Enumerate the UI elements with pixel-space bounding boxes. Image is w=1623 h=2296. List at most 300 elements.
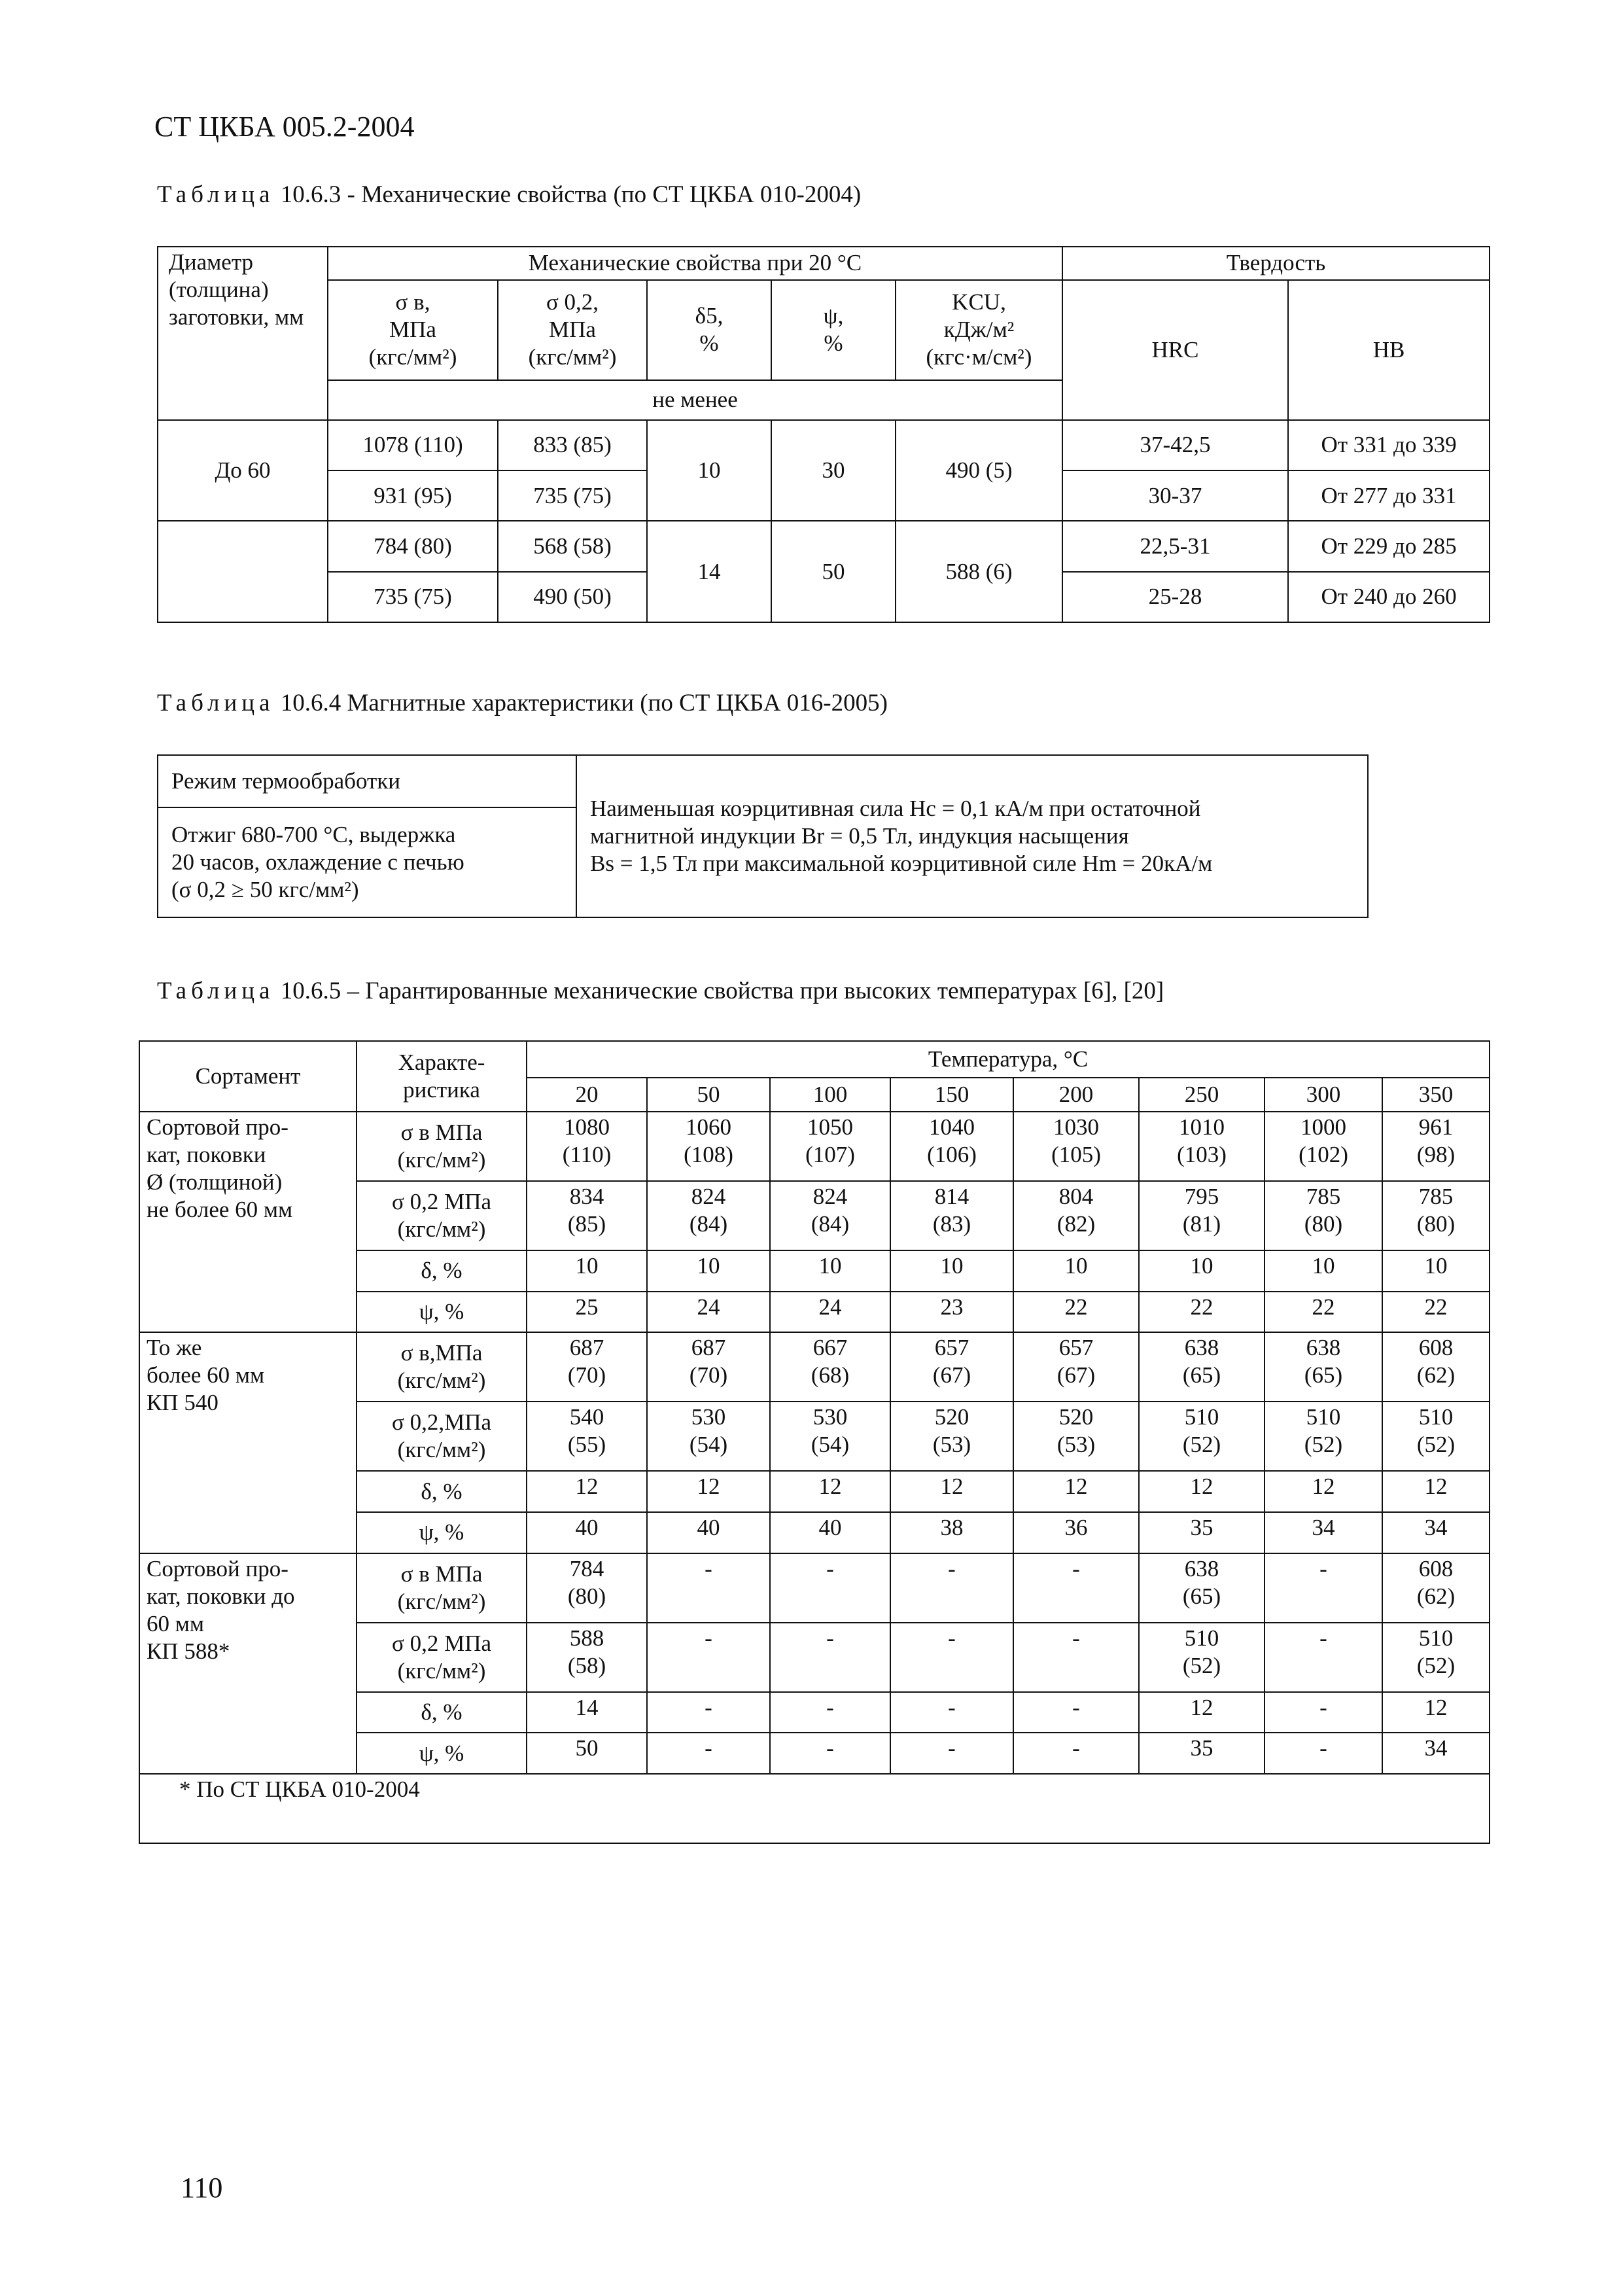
- line: КП 588*: [147, 1638, 230, 1664]
- value-cell: [1013, 1553, 1139, 1623]
- line: 814: [934, 1184, 969, 1210]
- line: 1050: [807, 1114, 853, 1140]
- line: KCU,: [952, 289, 1006, 315]
- value-cell: [647, 1332, 770, 1402]
- value-cell: [647, 1112, 770, 1181]
- temperature-header: 20: [527, 1078, 647, 1112]
- value-cell: [770, 1402, 890, 1471]
- value-cell: [1265, 1332, 1382, 1402]
- line: 10: [575, 1252, 599, 1279]
- characteristic-cell: [357, 1553, 527, 1623]
- magnetic-values: [576, 755, 1368, 917]
- line: 588: [569, 1625, 604, 1651]
- line: ψ,: [823, 303, 844, 329]
- line: (52): [1182, 1652, 1221, 1678]
- caption-text: 10.6.3 - Механические свойства (по СТ ЦКБА 010-2004): [274, 181, 862, 208]
- line: кат, поковки: [147, 1142, 266, 1168]
- line: (67): [1056, 1362, 1096, 1388]
- line: 22: [1312, 1294, 1335, 1320]
- table-row: [139, 1332, 1490, 1402]
- line: (52): [1304, 1432, 1343, 1458]
- line: (σ 0,2 ≥ 50 кгс/мм²): [171, 877, 359, 902]
- value-cell: [1139, 1553, 1265, 1623]
- line: 34: [1424, 1514, 1448, 1540]
- line: 687: [691, 1335, 726, 1361]
- temperature-header: 350: [1382, 1078, 1490, 1112]
- temperature-header: 150: [890, 1078, 1013, 1112]
- delta5-cell: 14: [647, 521, 771, 622]
- characteristic-cell: [357, 1733, 527, 1774]
- line: магнитной индукции Br = 0,5 Тл, индукция насыщения: [590, 823, 1129, 849]
- characteristic-cell: [357, 1692, 527, 1733]
- line: (52): [1182, 1432, 1221, 1458]
- line: %: [824, 330, 843, 357]
- line: 10: [697, 1252, 720, 1279]
- line: (кгс/мм²): [528, 344, 617, 370]
- line: -: [826, 1735, 834, 1761]
- sigma-v-cell: 735 (75): [328, 572, 498, 622]
- line: -: [826, 1625, 834, 1651]
- value-cell: [1013, 1292, 1139, 1333]
- value-cell: [647, 1553, 770, 1623]
- value-cell: [647, 1733, 770, 1774]
- line: 24: [818, 1294, 842, 1320]
- value-cell: [647, 1623, 770, 1692]
- line: кДж/м²: [943, 317, 1015, 343]
- value-cell: [1139, 1471, 1265, 1512]
- hrc-cell: 25-28: [1062, 572, 1288, 622]
- line: 785: [1306, 1184, 1341, 1210]
- psi-cell: 30: [771, 420, 896, 521]
- value-cell: [890, 1181, 1013, 1250]
- line: МПа: [389, 317, 436, 343]
- characteristic-cell: [357, 1402, 527, 1471]
- value-cell: [1013, 1402, 1139, 1471]
- value-cell: [527, 1553, 647, 1623]
- kcu-cell: 588 (6): [896, 521, 1062, 622]
- line: 1000: [1300, 1114, 1346, 1140]
- value-cell: [770, 1292, 890, 1333]
- line: (81): [1182, 1211, 1221, 1237]
- line: 1010: [1179, 1114, 1225, 1140]
- value-cell: [527, 1471, 647, 1512]
- line: -: [1072, 1555, 1080, 1581]
- line: δ5,: [695, 303, 724, 329]
- value-cell: [1382, 1733, 1490, 1774]
- table-10-6-5-caption: [157, 977, 1164, 1005]
- line: σ 0,2 МПа: [391, 1630, 492, 1656]
- line: 34: [1424, 1735, 1448, 1761]
- line: 510: [1418, 1404, 1454, 1430]
- line: 35: [1190, 1735, 1213, 1761]
- value-cell: [1382, 1332, 1490, 1402]
- line: %: [699, 330, 719, 357]
- line: -: [826, 1555, 834, 1581]
- line: (85): [567, 1211, 606, 1237]
- line: 638: [1184, 1555, 1219, 1581]
- value-cell: [647, 1471, 770, 1512]
- line: 25: [575, 1294, 599, 1320]
- value-cell: [527, 1181, 647, 1250]
- line: -: [1072, 1625, 1080, 1651]
- line: (65): [1182, 1362, 1221, 1388]
- line: (кгс·м/см²): [926, 344, 1032, 370]
- line: 24: [697, 1294, 720, 1320]
- line: -: [948, 1694, 956, 1720]
- line: ψ, %: [419, 1740, 464, 1766]
- value-cell: [647, 1292, 770, 1333]
- line: (65): [1182, 1583, 1221, 1609]
- value-cell: [527, 1332, 647, 1402]
- line: -: [1319, 1625, 1327, 1651]
- line: -: [705, 1735, 712, 1761]
- table-10-6-3-caption: [157, 181, 861, 209]
- sigma-02-cell: 568 (58): [498, 521, 647, 571]
- table-10-6-4-caption: [157, 689, 888, 717]
- line: 510: [1306, 1404, 1341, 1430]
- line: -: [948, 1555, 956, 1581]
- value-cell: [1265, 1112, 1382, 1181]
- header-characteristic: [357, 1041, 527, 1112]
- line: 804: [1058, 1184, 1094, 1210]
- line: 824: [812, 1184, 848, 1210]
- line: (53): [932, 1432, 971, 1458]
- line: 40: [697, 1514, 720, 1540]
- value-cell: [890, 1733, 1013, 1774]
- value-cell: [1139, 1733, 1265, 1774]
- value-cell: [1013, 1332, 1139, 1402]
- line: 638: [1184, 1335, 1219, 1361]
- value-cell: [770, 1112, 890, 1181]
- characteristic-cell: [357, 1181, 527, 1250]
- hrc-cell: 30-37: [1062, 470, 1288, 521]
- line: 10: [940, 1252, 964, 1279]
- hb-cell: От 331 до 339: [1288, 420, 1490, 470]
- value-cell: [1265, 1471, 1382, 1512]
- value-cell: [770, 1250, 890, 1292]
- table-row: [139, 1553, 1490, 1623]
- line: 60 мм: [147, 1610, 205, 1636]
- line: (54): [811, 1432, 850, 1458]
- product-group-label: [139, 1332, 357, 1553]
- value-cell: [1382, 1623, 1490, 1692]
- line: δ, %: [421, 1699, 462, 1725]
- value-cell: [1013, 1181, 1139, 1250]
- document-id: СТ ЦКБА 005.2-2004: [154, 111, 415, 143]
- value-cell: [770, 1512, 890, 1553]
- line: То же: [147, 1335, 202, 1361]
- value-cell: [890, 1292, 1013, 1333]
- value-cell: [1139, 1512, 1265, 1553]
- header-sigma-v: [328, 280, 498, 380]
- header-hardness: Твердость: [1062, 247, 1490, 280]
- line: (83): [932, 1211, 971, 1237]
- value-cell: [1382, 1692, 1490, 1733]
- table-row: [139, 1112, 1490, 1181]
- line: (кгс/мм²): [397, 1657, 486, 1684]
- line: МПа: [549, 317, 596, 343]
- line: 795: [1184, 1184, 1219, 1210]
- line: (53): [1056, 1432, 1096, 1458]
- line: -: [1319, 1735, 1327, 1761]
- line: (67): [932, 1362, 971, 1388]
- value-cell: [527, 1402, 647, 1471]
- line: 12: [1312, 1474, 1335, 1500]
- line: σ в,: [395, 289, 430, 315]
- line: 961: [1418, 1114, 1454, 1140]
- line: 23: [940, 1294, 964, 1320]
- value-cell: [890, 1553, 1013, 1623]
- value-cell: [1265, 1250, 1382, 1292]
- line: 10: [1190, 1252, 1213, 1279]
- line: 540: [569, 1404, 604, 1430]
- value-cell: [1382, 1292, 1490, 1333]
- line: (62): [1416, 1362, 1456, 1388]
- value-cell: [1013, 1250, 1139, 1292]
- value-cell: [770, 1553, 890, 1623]
- value-cell: [1139, 1181, 1265, 1250]
- line: (кгс/мм²): [397, 1216, 486, 1243]
- value-cell: [647, 1512, 770, 1553]
- header-psi: [771, 280, 896, 380]
- line: 12: [1064, 1474, 1088, 1500]
- line: Ø (толщиной): [147, 1169, 283, 1195]
- header-hrc: HRC: [1062, 280, 1288, 420]
- line: ψ, %: [419, 1299, 464, 1325]
- magnetic-characteristics-table: [157, 754, 1369, 918]
- line: -: [705, 1555, 712, 1581]
- line: 510: [1184, 1625, 1219, 1651]
- temperature-header: 250: [1139, 1078, 1265, 1112]
- line: σ в,МПа: [400, 1340, 483, 1366]
- header-temperature: Температура, °С: [527, 1041, 1490, 1078]
- value-cell: [890, 1332, 1013, 1402]
- value-cell: [890, 1471, 1013, 1512]
- value-cell: [527, 1512, 647, 1553]
- line: (кгс/мм²): [397, 1437, 486, 1463]
- line: δ, %: [421, 1478, 462, 1504]
- line: (55): [567, 1432, 606, 1458]
- temperature-header: 50: [647, 1078, 770, 1112]
- line: 1040: [929, 1114, 975, 1140]
- value-cell: [1139, 1623, 1265, 1692]
- line: кат, поковки до: [147, 1583, 295, 1609]
- line: 22: [1424, 1294, 1448, 1320]
- value-cell: [1013, 1692, 1139, 1733]
- hrc-cell: 37-42,5: [1062, 420, 1288, 470]
- value-cell: [1265, 1733, 1382, 1774]
- value-cell: [1139, 1402, 1265, 1471]
- delta5-cell: 10: [647, 420, 771, 521]
- line: 12: [1190, 1694, 1213, 1720]
- line: -: [1319, 1555, 1327, 1581]
- line: (62): [1416, 1583, 1456, 1609]
- value-cell: [770, 1332, 890, 1402]
- header-heat-treatment: Режим термообработки: [158, 755, 576, 807]
- line: Отжиг 680-700 °С, выдержка: [171, 822, 456, 847]
- product-group-label: [139, 1553, 357, 1774]
- high-temperature-properties-table: [139, 1040, 1490, 1844]
- line: σ 0,2 МПа: [391, 1189, 492, 1215]
- line: 12: [818, 1474, 842, 1500]
- line: (82): [1056, 1211, 1096, 1237]
- line: (84): [689, 1211, 728, 1237]
- value-cell: [770, 1471, 890, 1512]
- value-cell: [1013, 1623, 1139, 1692]
- line: 36: [1064, 1514, 1088, 1540]
- value-cell: [1265, 1512, 1382, 1553]
- value-cell: [1013, 1512, 1139, 1553]
- characteristic-cell: [357, 1471, 527, 1512]
- line: 10: [818, 1252, 842, 1279]
- value-cell: [647, 1402, 770, 1471]
- value-cell: [1382, 1181, 1490, 1250]
- value-cell: [1382, 1402, 1490, 1471]
- line: -: [826, 1694, 834, 1720]
- line: не более 60 мм: [147, 1197, 293, 1223]
- value-cell: [770, 1733, 890, 1774]
- line: (107): [805, 1142, 855, 1168]
- line: более 60 мм: [147, 1362, 265, 1388]
- line: -: [705, 1694, 712, 1720]
- kcu-cell: 490 (5): [896, 420, 1062, 521]
- line: (80): [567, 1583, 606, 1609]
- value-cell: [647, 1250, 770, 1292]
- header-mech-props: Механические свойства при 20 °С: [328, 247, 1062, 280]
- temperature-header: 200: [1013, 1078, 1139, 1112]
- line: 657: [934, 1335, 969, 1361]
- line: (108): [684, 1142, 733, 1168]
- line: (84): [811, 1211, 850, 1237]
- hb-cell: От 277 до 331: [1288, 470, 1490, 521]
- line: 14: [575, 1694, 599, 1720]
- line: Характе-: [398, 1050, 485, 1076]
- hb-cell: От 229 до 285: [1288, 521, 1490, 571]
- value-cell: [1139, 1292, 1265, 1333]
- line: 784: [569, 1555, 604, 1581]
- line: 12: [1424, 1474, 1448, 1500]
- line: (105): [1051, 1142, 1101, 1168]
- line: 608: [1418, 1335, 1454, 1361]
- hb-cell: От 240 до 260: [1288, 572, 1490, 622]
- line: 520: [1058, 1404, 1094, 1430]
- caption-lead: Таблица: [157, 978, 275, 1004]
- line: σ 0,2,: [546, 289, 599, 315]
- line: Сортовой про-: [147, 1114, 288, 1140]
- value-cell: [527, 1692, 647, 1733]
- line: -: [1319, 1694, 1327, 1720]
- characteristic-cell: [357, 1112, 527, 1181]
- line: 12: [575, 1474, 599, 1500]
- value-cell: [1382, 1250, 1490, 1292]
- line: (кгс/мм²): [397, 1368, 486, 1394]
- line: σ 0,2,МПа: [391, 1409, 492, 1436]
- value-cell: [1382, 1112, 1490, 1181]
- value-cell: [1265, 1692, 1382, 1733]
- value-cell: [527, 1112, 647, 1181]
- value-cell: [647, 1692, 770, 1733]
- line: 34: [1312, 1514, 1335, 1540]
- sigma-02-cell: 490 (50): [498, 572, 647, 622]
- line: (70): [689, 1362, 728, 1388]
- temperature-header: 300: [1265, 1078, 1382, 1112]
- value-cell: [890, 1692, 1013, 1733]
- line: (52): [1416, 1652, 1456, 1678]
- temperature-header: 100: [770, 1078, 890, 1112]
- line: 1080: [564, 1114, 610, 1140]
- line: 10: [1312, 1252, 1335, 1279]
- value-cell: [890, 1512, 1013, 1553]
- line: 687: [569, 1335, 604, 1361]
- line: (80): [1416, 1211, 1456, 1237]
- value-cell: [1013, 1733, 1139, 1774]
- line: Сортовой про-: [147, 1555, 288, 1581]
- line: 530: [691, 1404, 726, 1430]
- line: 824: [691, 1184, 726, 1210]
- line: 22: [1190, 1294, 1213, 1320]
- value-cell: [890, 1402, 1013, 1471]
- line: ψ, %: [419, 1519, 464, 1545]
- product-group-label: [139, 1112, 357, 1332]
- line: (кгс/мм²): [397, 1588, 486, 1614]
- line: (103): [1177, 1142, 1227, 1168]
- hrc-cell: 22,5-31: [1062, 521, 1288, 571]
- line: 22: [1064, 1294, 1088, 1320]
- header-diameter: Диаметр (толщина) заготовки, мм: [158, 247, 328, 420]
- line: 510: [1418, 1625, 1454, 1651]
- value-cell: [1139, 1332, 1265, 1402]
- line: (98): [1416, 1142, 1456, 1168]
- line: 530: [812, 1404, 848, 1430]
- line: 510: [1184, 1404, 1219, 1430]
- line: δ, %: [421, 1258, 462, 1284]
- line: 520: [934, 1404, 969, 1430]
- line: 40: [818, 1514, 842, 1540]
- line: Bs = 1,5 Тл при максимальной коэрцитивной силе Hm = 20кА/м: [590, 851, 1213, 876]
- line: (кгс/мм²): [397, 1147, 486, 1173]
- heat-treatment-mode: [158, 807, 576, 917]
- value-cell: [770, 1181, 890, 1250]
- characteristic-cell: [357, 1623, 527, 1692]
- sigma-02-cell: 735 (75): [498, 470, 647, 521]
- value-cell: [527, 1733, 647, 1774]
- line: -: [1072, 1735, 1080, 1761]
- value-cell: [527, 1292, 647, 1333]
- line: -: [1072, 1694, 1080, 1720]
- line: (52): [1416, 1432, 1456, 1458]
- value-cell: [1265, 1292, 1382, 1333]
- line: (65): [1304, 1362, 1343, 1388]
- line: 50: [575, 1735, 599, 1761]
- value-cell: [647, 1181, 770, 1250]
- value-cell: [1382, 1553, 1490, 1623]
- page-number: 110: [181, 2172, 223, 2204]
- line: (80): [1304, 1211, 1343, 1237]
- value-cell: [1139, 1250, 1265, 1292]
- line: 35: [1190, 1514, 1213, 1540]
- header-sigma-02: [498, 280, 647, 380]
- header-hb: HB: [1288, 280, 1490, 420]
- line: 1030: [1053, 1114, 1099, 1140]
- line: -: [705, 1625, 712, 1651]
- line: 12: [1424, 1694, 1448, 1720]
- value-cell: [1382, 1471, 1490, 1512]
- line: 608: [1418, 1555, 1454, 1581]
- value-cell: [770, 1623, 890, 1692]
- caption-lead: Таблица: [157, 181, 275, 208]
- line: 667: [812, 1335, 848, 1361]
- value-cell: [1013, 1471, 1139, 1512]
